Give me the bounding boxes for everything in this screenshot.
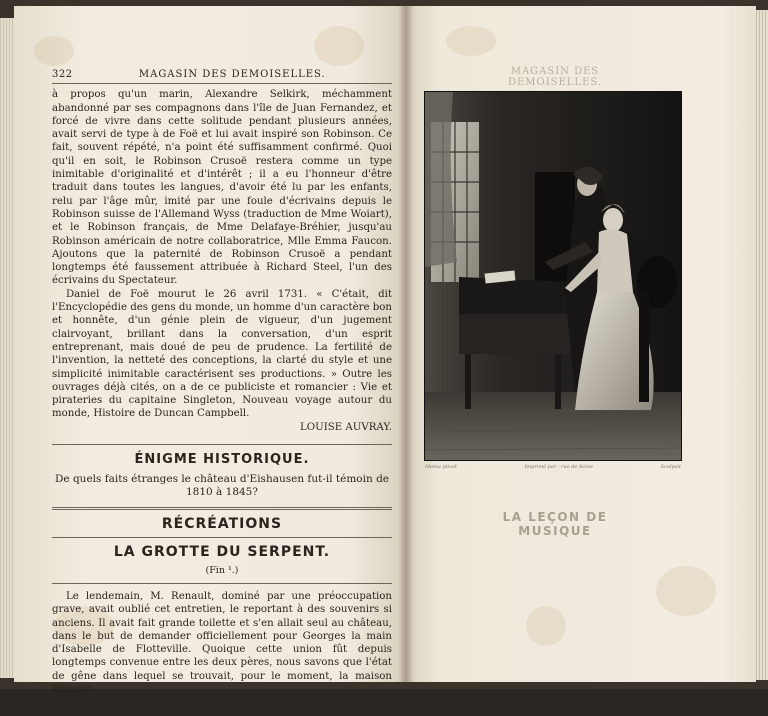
- author-signature: LOUISE AUVRAY.: [300, 421, 392, 433]
- article-paragraph-1: à propos qu'un marin, Alexandre Selkirk, méchamment abandonné par ses compagnons dans l'île de Juan Fernandez, et forcé de vivre dans cette solitude pendant plusieurs années, avait servi de type à de Foë et lui avait inspiré son Robinson. Ce fait, souvent répété, n'a point été suffisamment confirmé. Quoi qu'il en soit, le Robinson Crusoë restera comme un type inimitable d'originalité et d'intérêt ; il a eu l'honneur d'être traduit dans toutes les langues, d'avoir été lu par les enfants, relu par l'âge mûr, imité par une foule d'écrivains depuis le Robinson suisse de l'Allemand Wyss (traduction de Mme Woiart), et le Robinson français, de Mme Delafaye-Bréhier, jusqu'au Robinson américain de notre collaboratrice, Mlle Emma Faucon. Ajoutons que la paternité de Robinson Crusoë a pendant longtemps été faussement attribuée à Richard Steel, l'un des écrivains du Spectateur.: [52, 89, 392, 287]
- caption-painter: Metsu pinxit: [425, 464, 457, 470]
- footnote: ¹ Voir p. 292.: [52, 703, 112, 714]
- page-number: 322: [52, 69, 73, 80]
- divider: [52, 507, 392, 510]
- music-lesson-engraving: [425, 92, 681, 460]
- divider: [52, 583, 392, 584]
- engraving-credits: [425, 464, 681, 470]
- story-title: LA GROTTE DU SERPENT.: [113, 544, 331, 561]
- article-paragraph-2: Daniel de Foë mourut le 26 avril 1731. « C'était, dit l'Encyclopédie des gens du monde, un homme d'un caractère bon et honnête, d'un génie plein de vigueur, d'un jugement clairvoyant, brillant dans la conversation, d'un esprit entreprenant, mais doué de peu de prudence. La fertilité de l'invention, la netteté des conceptions, la clarté du style et une simplicité inimitable caractérisent ses productions. » Outre les ouvrages déjà cités, on a de ce publiciste et romancier : Vie et pirateries du capitaine Singleton, Nouveau voyage autour du monde, Histoire de Duncan Campbell.: [52, 288, 392, 420]
- enigme-heading: ÉNIGME HISTORIQUE.: [134, 452, 310, 468]
- recreations-heading: RÉCRÉATIONS: [161, 516, 283, 533]
- running-header: [52, 68, 392, 84]
- enigme-question: De quels faits étranges le château d'Eishausen fut-il témoin de 1810 à 1845?: [54, 472, 390, 498]
- running-title: MAGASIN DES DEMOISELLES.: [138, 69, 326, 80]
- divider: [52, 444, 392, 445]
- left-page-text: [52, 68, 392, 716]
- page-edges-right: [754, 10, 768, 680]
- story-subtitle: (Fin ¹.): [205, 564, 239, 576]
- engraving-plate: [425, 92, 681, 460]
- story-paragraph: Le lendemain, M. Renault, dominé par une préoccupation grave, avait oublié cet entretien, le reportant à des souvenirs si anciens. Il avait fait grande toilette et s'en allait seul au château, dans le but de demander officiellement pour Georges la main d'Isabelle de Flotteville. Quoique cette union fût depuis longtemps convenue entre les deux pères, nous savons que l'état de gêne dans lequel se trouvait, pour le moment, la maison Renault: [52, 590, 392, 696]
- divider: [52, 537, 392, 538]
- caption-printer: Imprimé par · rue de Seine: [524, 464, 594, 470]
- caption-engraver: Sculpsit: [660, 464, 681, 470]
- right-running-title: MAGASIN DES DEMOISELLES.: [507, 66, 603, 88]
- book-gutter: [398, 6, 414, 682]
- plate-title: LA LEÇON DE MUSIQUE: [502, 510, 608, 538]
